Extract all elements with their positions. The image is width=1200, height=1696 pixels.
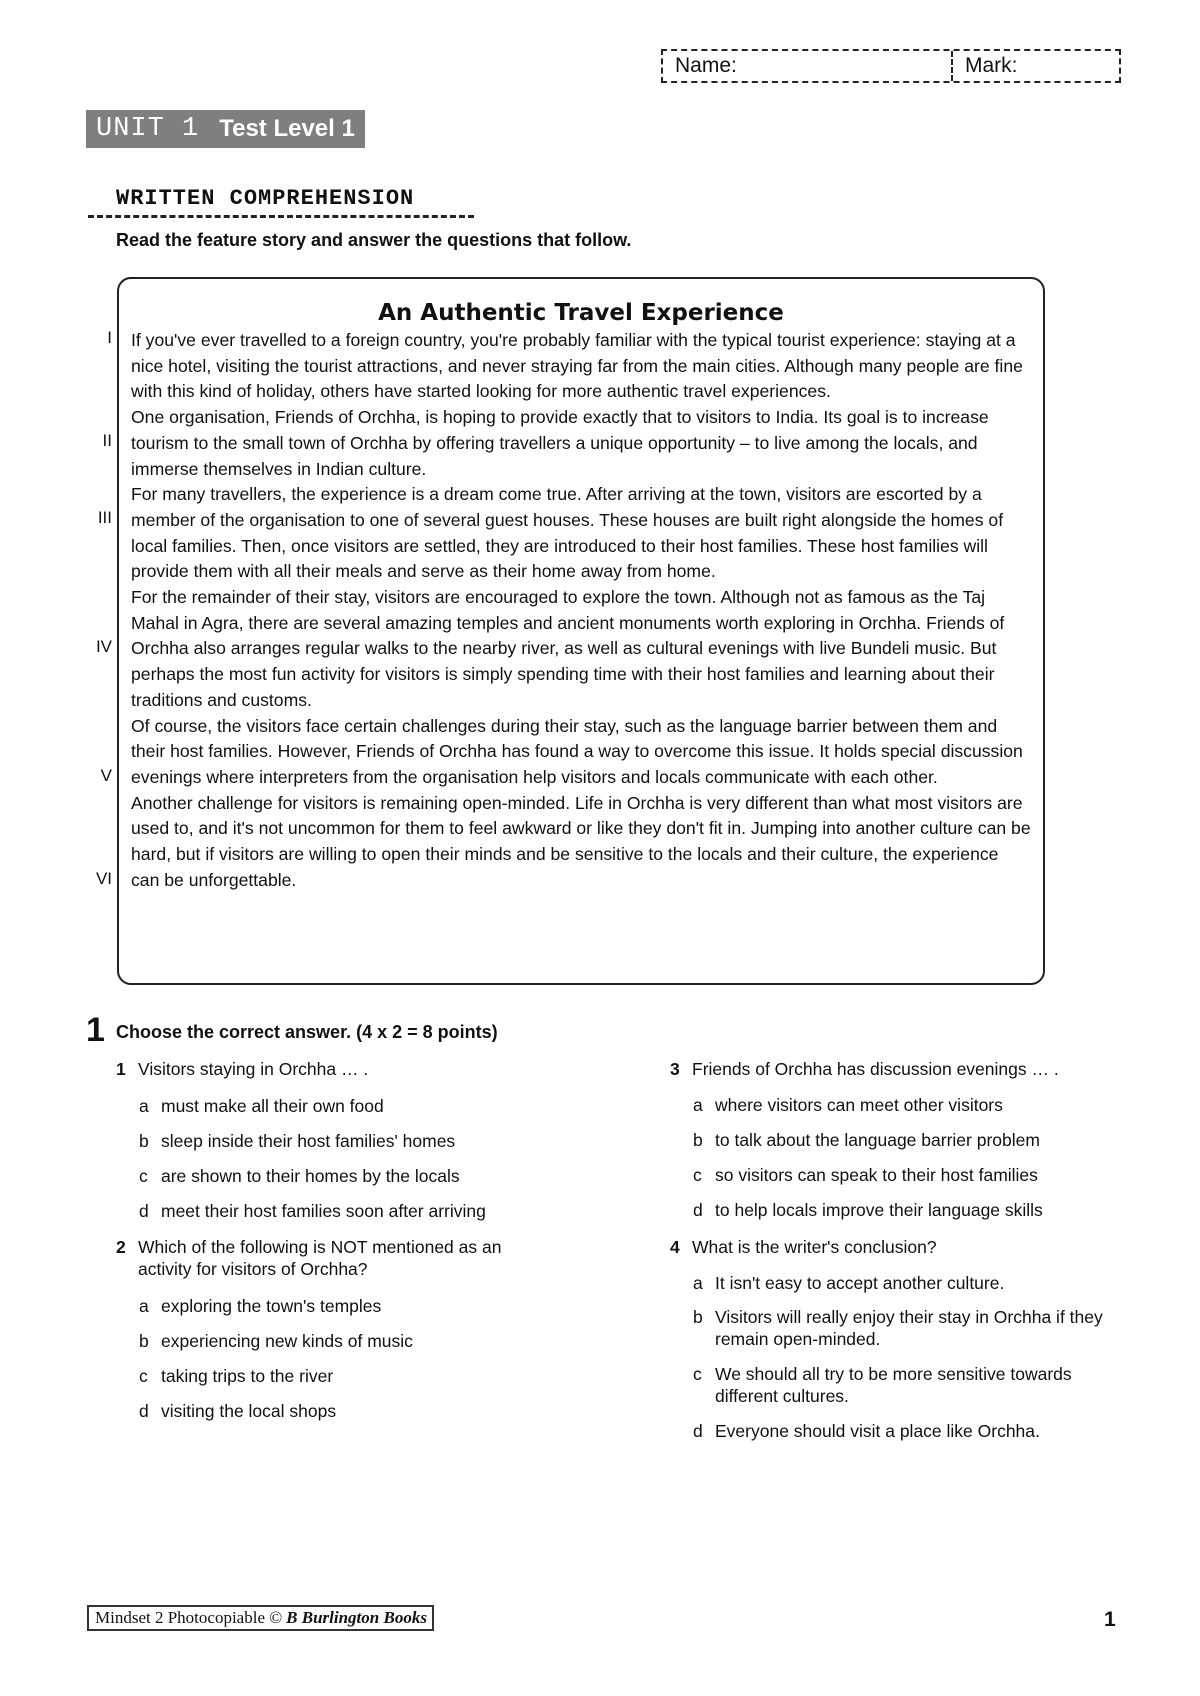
option-letter: b [693, 1130, 703, 1150]
option-text: exploring the town's temples [161, 1296, 382, 1316]
publisher-logo: B Burlington Books [286, 1608, 427, 1627]
paragraph-numeral: V [100, 766, 112, 785]
answer-option[interactable] [139, 1095, 639, 1117]
option-letter: a [139, 1096, 149, 1116]
option-text: Visitors will really enjoy their stay in Orchha if they remain open-minded. [715, 1307, 1103, 1349]
exercise-title: Choose the correct answer. (4 x 2 = 8 points) [116, 1022, 498, 1042]
story-paragraph: For the remainder of their stay, visitors are encouraged to explore the town. Although not as famous as the Taj Mahal in Agra, there are several amazing temples and ancient monuments worth exploring in Orchha. Friends of Orchha also arranges regular walks to the nearby river, as well as cultural evenings with live Bundeli music. But perhaps the most fun activity for visitors is simply spending time with their host families and learning about their traditions and customs. [131, 587, 1005, 710]
option-text: are shown to their homes by the locals [161, 1166, 460, 1186]
question-number: 1 [116, 1059, 126, 1079]
name-mark-box [661, 49, 1121, 83]
option-letter: b [139, 1131, 149, 1151]
option-text: Everyone should visit a place like Orchha. [715, 1421, 1040, 1441]
question-text: Friends of Orchha has discussion evenings … . [692, 1059, 1059, 1079]
option-letter: a [139, 1296, 149, 1316]
answer-option[interactable] [139, 1400, 639, 1422]
option-text: meet their host families soon after arriving [161, 1201, 486, 1221]
question [670, 1058, 1170, 1080]
exercise-number: 1 [86, 1011, 105, 1049]
option-letter: b [693, 1307, 703, 1327]
mark-label: Mark: [965, 54, 1018, 77]
option-letter: c [139, 1366, 148, 1386]
question-number: 2 [116, 1237, 126, 1257]
option-text: It isn't easy to accept another culture. [715, 1273, 1005, 1293]
option-letter: d [139, 1401, 149, 1421]
option-text: to help locals improve their language skills [715, 1200, 1043, 1220]
answer-option[interactable] [693, 1164, 1163, 1186]
option-letter: d [693, 1200, 703, 1220]
answer-option[interactable] [139, 1365, 639, 1387]
unit-level: Test Level 1 [219, 115, 355, 142]
answer-option[interactable] [139, 1200, 639, 1222]
mark-field[interactable] [953, 51, 1018, 81]
option-letter: a [693, 1095, 703, 1115]
question [116, 1236, 546, 1280]
option-letter: d [693, 1421, 703, 1441]
option-text: where visitors can meet other visitors [715, 1095, 1003, 1115]
section-title: WRITTEN COMPREHENSION [88, 186, 474, 218]
story-title: An Authentic Travel Experience [378, 300, 784, 326]
paragraph-numeral: VI [95, 869, 112, 888]
answer-option[interactable] [139, 1295, 639, 1317]
answer-option[interactable] [693, 1094, 1163, 1116]
name-label: Name: [675, 54, 737, 77]
unit-code: UNIT 1 [96, 114, 200, 144]
page-number: 1 [1104, 1608, 1116, 1631]
answer-option[interactable] [693, 1199, 1163, 1221]
question [670, 1236, 1170, 1258]
option-text: sleep inside their host families' homes [161, 1131, 456, 1151]
option-text: experiencing new kinds of music [161, 1331, 413, 1351]
option-text: visiting the local shops [161, 1401, 337, 1421]
option-letter: c [139, 1166, 148, 1186]
question-text: Which of the following is NOT mentioned as an activity for visitors of Orchha? [138, 1237, 502, 1279]
footer-text: Mindset 2 Photocopiable © [95, 1608, 283, 1627]
name-field[interactable] [663, 51, 953, 81]
paragraph-numeral: I [107, 328, 112, 347]
option-text: to talk about the language barrier problem [715, 1130, 1040, 1150]
question-text: Visitors staying in Orchha … . [138, 1059, 369, 1079]
answer-option[interactable] [693, 1272, 1163, 1294]
answer-option[interactable] [693, 1129, 1163, 1151]
answer-option[interactable] [139, 1330, 639, 1352]
option-text: must make all their own food [161, 1096, 384, 1116]
option-text: We should all try to be more sensitive towards different cultures. [715, 1364, 1072, 1406]
option-letter: c [693, 1364, 702, 1384]
paragraph-numeral: II [102, 431, 112, 450]
story-paragraph: Another challenge for visitors is remaining open-minded. Life in Orchha is very different than what most visitors are used to, and it's not uncommon for them to feel awkward or like they don't fit in. Jumping into another culture can be hard, but if visitors are willing to open their minds and be sensitive to the locals and their culture, the experience can be unforgettable. [131, 792, 1031, 890]
option-text: taking trips to the river [161, 1366, 334, 1386]
answer-option[interactable] [693, 1420, 1163, 1442]
story-body [131, 328, 1031, 893]
option-letter: b [139, 1331, 149, 1351]
unit-header [86, 110, 365, 148]
story-paragraph: For many travellers, the experience is a dream come true. After arriving at the town, visitors are escorted by a member of the organisation to one of several guest houses. These houses are built right alongside the homes of local families. Then, once visitors are settled, they are introduced to their host families. These host families will provide them with all their meals and serve as their home away from home. [131, 484, 1004, 582]
option-letter: d [139, 1201, 149, 1221]
story-paragraph: Of course, the visitors face certain challenges during their stay, such as the language barrier between them and their host families. However, Friends of Orchha has found a way to overcome this issue. It holds special discussion evenings where interpreters from the organisation help visitors and locals communicate with each other. [131, 715, 1023, 787]
question-text: What is the writer's conclusion? [692, 1237, 937, 1257]
answer-option[interactable] [693, 1363, 1113, 1407]
answer-option[interactable] [139, 1165, 639, 1187]
question [116, 1058, 636, 1080]
question-number: 3 [670, 1059, 680, 1079]
section-instruction: Read the feature story and answer the questions that follow. [116, 230, 632, 250]
option-letter: a [693, 1273, 703, 1293]
option-letter: c [693, 1165, 702, 1185]
paragraph-numeral: III [97, 508, 112, 527]
answer-option[interactable] [139, 1130, 639, 1152]
question-number: 4 [670, 1237, 680, 1257]
answer-option[interactable] [693, 1306, 1113, 1350]
footer-copyright [87, 1605, 434, 1631]
story-paragraph: If you've ever travelled to a foreign country, you're probably familiar with the typical tourist experience: staying at a nice hotel, visiting the tourist attractions, and never straying far from the main cities. Although many people are fine with this kind of holiday, others have started looking for more authentic travel experiences. [131, 330, 1023, 402]
paragraph-numeral: IV [95, 637, 112, 656]
story-paragraph: One organisation, Friends of Orchha, is hoping to provide exactly that to visitors to India. Its goal is to increase tourism to the small town of Orchha by offering travellers a unique opportunity – to live among the locals, and immerse themselves in Indian culture. [131, 407, 989, 479]
option-text: so visitors can speak to their host families [715, 1165, 1038, 1185]
